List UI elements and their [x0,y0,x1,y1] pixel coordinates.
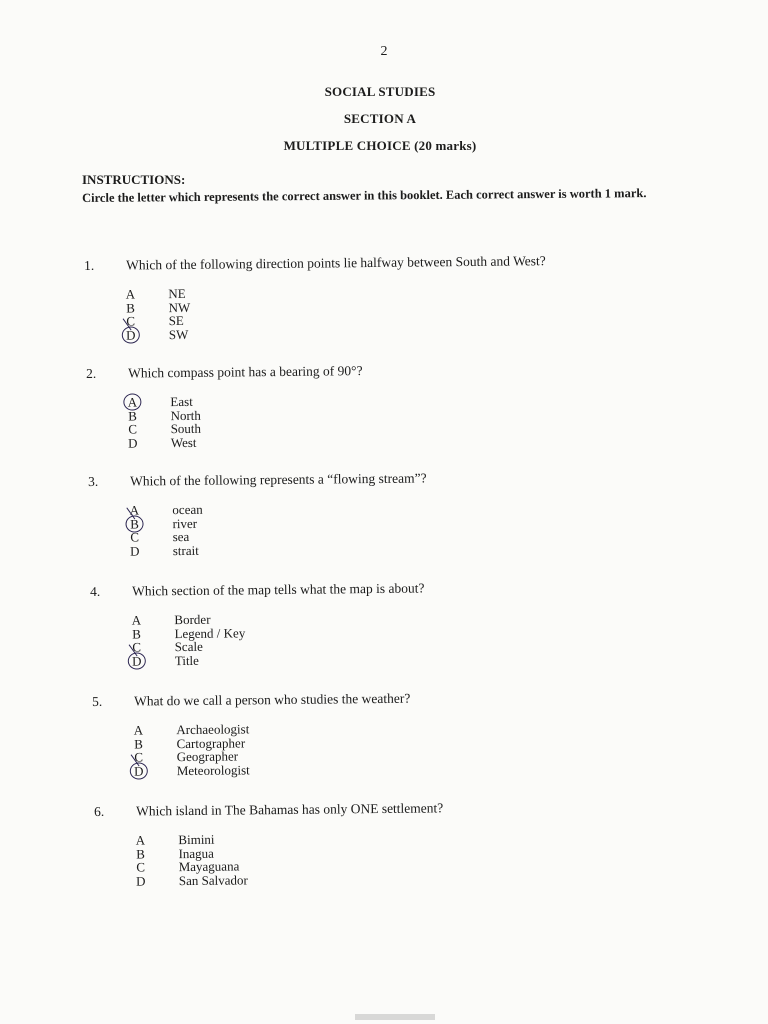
option-c[interactable]: C South [128,420,202,437]
option-b[interactable]: B Legend / Key [132,624,246,642]
option-a[interactable]: A Border [131,611,211,628]
circled-answer-mark: D [125,328,169,342]
answer-options [134,830,444,887]
option-a[interactable]: A East [127,393,193,410]
option-d[interactable]: D Title [132,652,199,669]
instructions-text: Circle the letter which represents the correct answer in this booklet. Each correct answer is worth 1 mark. [82,186,647,205]
crossed-out-mark: C [125,314,169,328]
question-text: Which of the following represents a “flowing stream”? [129,470,427,489]
question-text: Which compass point has a bearing of 90°? [127,363,363,381]
question-text: What do we call a person who studies the weather? [133,690,411,709]
option-a[interactable]: A Bimini [135,831,215,848]
answer-options [128,500,427,557]
answer-options [132,721,411,778]
question-2 [86,363,363,450]
question-text: Which section of the map tells what the map is about? [131,580,425,599]
option-d[interactable]: D San Salvador [136,871,248,889]
option-b[interactable]: B North [128,407,201,424]
circled-answer-mark: D [131,654,175,668]
option-b[interactable]: B Cartographer [134,734,246,752]
crossed-out-mark: A [128,503,172,517]
option-b[interactable]: B Inagua [136,845,214,862]
answer-options [124,283,546,341]
option-c[interactable]: C sea [130,528,190,545]
part-heading: MULTIPLE CHOICE (20 marks) [283,138,477,153]
circled-answer-mark: A [126,395,170,409]
answer-options [130,610,425,667]
option-c[interactable]: C Geographer [134,748,239,765]
option-c[interactable]: C SE [126,312,184,329]
question-number: 2. [86,365,97,381]
subject-heading: SOCIAL STUDIES [324,84,436,99]
circled-answer-mark: D [133,764,177,778]
question-number: 6. [94,803,105,819]
option-a[interactable]: A ocean [129,501,203,518]
question-number: 1. [84,257,95,273]
question-6 [94,800,444,888]
crossed-out-mark: C [131,640,175,654]
question-text: Which island in The Bahamas has only ONE settlement? [135,800,444,819]
option-d[interactable]: D strait [130,542,199,559]
option-a[interactable]: A NE [125,285,186,302]
option-c[interactable]: C Scale [132,638,203,655]
section-heading: SECTION A [343,111,417,126]
scan-smudge [355,1014,435,1020]
question-4 [90,580,425,667]
answer-options [126,393,363,449]
instructions-label: INSTRUCTIONS: [82,172,186,187]
crossed-out-mark: C [133,750,177,764]
option-d[interactable]: D Meteorologist [134,761,250,779]
option-b[interactable]: B river [130,515,198,532]
page-number: 2 [380,44,388,59]
option-d[interactable]: D West [128,434,197,451]
option-b[interactable]: B NW [126,299,191,316]
option-a[interactable]: A Archaeologist [133,721,250,738]
question-3 [88,470,427,558]
question-text: Which of the following direction points lie halfway between South and West? [125,253,546,273]
question-1 [84,253,547,342]
option-d[interactable]: D SW [126,326,189,343]
question-number: 4. [90,583,101,599]
question-number: 3. [88,473,99,489]
circled-answer-mark: B [128,517,172,531]
question-number: 5. [92,693,103,709]
question-5 [92,691,411,778]
option-c[interactable]: C Mayaguana [136,858,240,875]
